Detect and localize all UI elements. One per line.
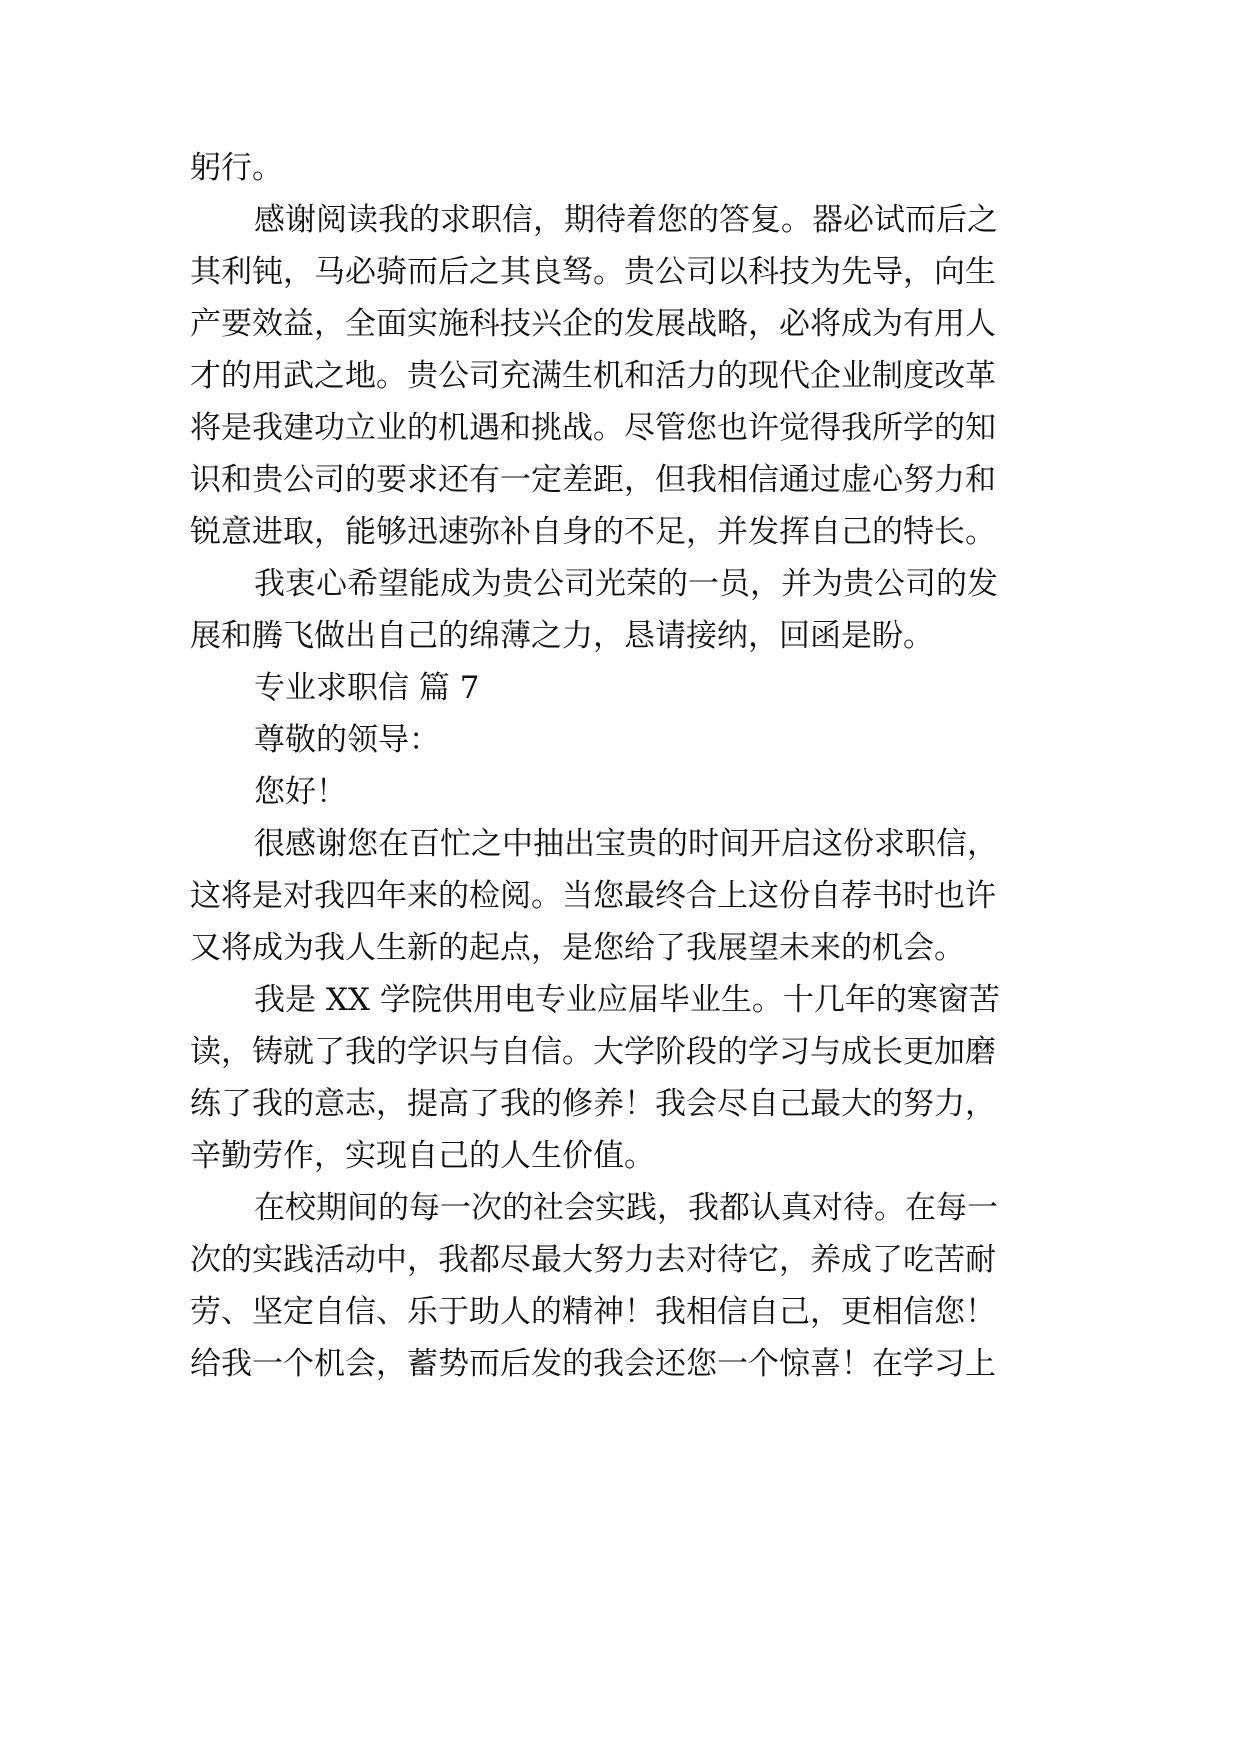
paragraph-line: 在校期间的每一次的社会实践，我都认真对待。在每一	[254, 1190, 998, 1226]
paragraph-line: 躬行。	[190, 150, 283, 186]
paragraph-line: 这将是对我四年来的检阅。当您最终合上这份自荐书时也许	[190, 878, 996, 914]
paragraph-line: 展和腾飞做出自己的绵薄之力，恳请接纳，回函是盼。	[190, 618, 934, 654]
paragraph-line: 我衷心希望能成为贵公司光荣的一员，并为贵公司的发	[254, 566, 998, 602]
paragraph-line: 劳、坚定自信、乐于助人的精神！我相信自己，更相信您！	[190, 1294, 996, 1330]
paragraph-line: 产要效益，全面实施科技兴企的发展战略，必将成为有用人	[190, 306, 996, 342]
paragraph-line: 其利钝，马必骑而后之其良驽。贵公司以科技为先导，向生	[190, 254, 996, 290]
paragraph-line: 给我一个机会，蓄势而后发的我会还您一个惊喜！在学习上	[190, 1346, 996, 1382]
paragraph-line: 我是 XX 学院供用电专业应届毕业生。十几年的寒窗苦	[254, 982, 1000, 1018]
greeting: 您好！	[254, 774, 347, 810]
paragraph-line: 才的用武之地。贵公司充满生机和活力的现代企业制度改革	[190, 358, 996, 394]
salutation: 尊敬的领导：	[254, 722, 440, 758]
paragraph-line: 次的实践活动中，我都尽最大努力去对待它，养成了吃苦耐	[190, 1242, 996, 1278]
paragraph-line: 练了我的意志，提高了我的修养！我会尽自己最大的努力，	[190, 1086, 996, 1122]
section-heading: 专业求职信 篇 7	[254, 670, 480, 706]
paragraph-line: 读，铸就了我的学识与自信。大学阶段的学习与成长更加磨	[190, 1034, 996, 1070]
paragraph-line: 辛勤劳作，实现自己的人生价值。	[190, 1138, 655, 1174]
paragraph-line: 将是我建功立业的机遇和挑战。尽管您也许觉得我所学的知	[190, 410, 996, 446]
paragraph-line: 又将成为我人生新的起点，是您给了我展望未来的机会。	[190, 930, 965, 966]
paragraph-line: 识和贵公司的要求还有一定差距，但我相信通过虚心努力和	[190, 462, 996, 498]
paragraph-line: 很感谢您在百忙之中抽出宝贵的时间开启这份求职信，	[254, 826, 998, 862]
paragraph-line: 感谢阅读我的求职信，期待着您的答复。器必试而后之	[254, 202, 998, 238]
paragraph-line: 锐意进取，能够迅速弥补自身的不足，并发挥自己的特长。	[190, 514, 996, 550]
